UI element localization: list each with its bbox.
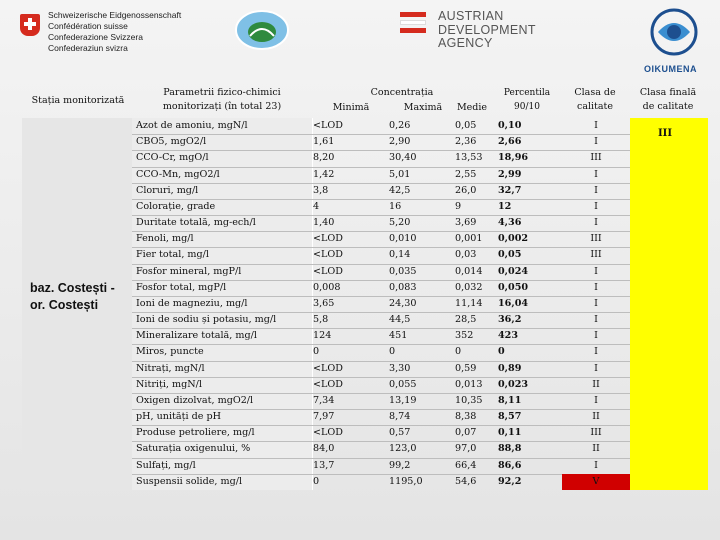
swiss-logo-line: Confederaziun svizra — [48, 43, 128, 53]
cell-max: 0,035 — [389, 265, 417, 277]
cell-max: 16 — [389, 200, 402, 212]
cell-mean: 11,14 — [455, 297, 483, 309]
cell-class: III — [590, 233, 602, 245]
cell-class: I — [594, 136, 598, 148]
row-divider — [132, 361, 630, 362]
cell-min: 3,65 — [313, 297, 335, 309]
cell-p: 8,11 — [498, 394, 522, 406]
cell-max: 1195,0 — [389, 475, 423, 487]
austria-flag-icon — [400, 12, 426, 36]
cell-max: 5,01 — [389, 168, 411, 180]
cell-param: Ioni de magneziu, mg/l — [136, 297, 248, 309]
cell-p: 0,11 — [498, 427, 522, 439]
header-percentile: Percentila 90/10 — [503, 88, 551, 112]
cell-class: I — [594, 394, 598, 406]
row-divider — [132, 377, 630, 378]
cell-min: 4 — [313, 200, 320, 212]
header-max: Maximă — [403, 102, 443, 113]
cell-mean: 26,0 — [455, 184, 477, 196]
globe-icon — [640, 2, 710, 64]
cell-class: II — [592, 378, 600, 390]
swiss-flag-icon — [20, 14, 40, 36]
cell-max: 0,26 — [389, 120, 411, 131]
cell-max: 0,083 — [389, 281, 417, 293]
cell-p: 0,023 — [498, 378, 529, 390]
cell-p: 8,57 — [498, 411, 522, 423]
cell-p: 86,6 — [498, 459, 522, 471]
cell-class: II — [592, 443, 600, 455]
cell-param: Fier total, mg/l — [136, 249, 209, 261]
cell-max: 3,30 — [389, 362, 411, 374]
cell-min: 84,0 — [313, 443, 335, 455]
cell-param: Ioni de sodiu și potasiu, mg/l — [136, 314, 277, 326]
cell-p: 18,96 — [498, 152, 529, 164]
header-concentration: Concentrația — [370, 87, 434, 98]
cell-mean: 0,07 — [455, 427, 477, 439]
cell-class: I — [594, 459, 598, 471]
cell-param: Suspensii solide, mg/l — [136, 475, 243, 487]
cell-param: Cloruri, mg/l — [136, 184, 199, 196]
cell-class: I — [594, 184, 598, 196]
oikumena-logo — [640, 2, 710, 76]
cell-mean: 8,38 — [455, 411, 477, 423]
row-divider — [132, 344, 630, 345]
cell-max: 2,90 — [389, 136, 411, 148]
cell-param: CCO-Mn, mgO2/l — [136, 168, 220, 180]
cell-param: Sulfați, mg/l — [136, 459, 196, 471]
cell-min: 124 — [313, 330, 332, 342]
cell-mean: 0,001 — [455, 233, 483, 245]
cell-class: I — [594, 330, 598, 342]
cell-min: <LOD — [313, 265, 343, 277]
cell-class: III — [590, 152, 602, 164]
cell-class: I — [594, 120, 598, 131]
cell-class: I — [594, 314, 598, 326]
cell-min: 0,008 — [313, 281, 341, 293]
cell-max: 123,0 — [389, 443, 417, 455]
cell-min: <LOD — [313, 120, 343, 131]
swiss-confederation-logo — [20, 8, 190, 56]
cell-max: 42,5 — [389, 184, 411, 196]
cell-max: 99,2 — [389, 459, 411, 471]
cell-param: Duritate totală, mg-ech/l — [136, 217, 256, 229]
cell-param: Mineralizare totală, mg/l — [136, 330, 257, 342]
cell-max: 8,74 — [389, 411, 411, 423]
cell-class: I — [594, 362, 598, 374]
eco-contact-logo — [232, 8, 292, 52]
row-divider — [132, 231, 630, 232]
cell-mean: 0,013 — [455, 378, 483, 390]
cell-max: 0,57 — [389, 427, 411, 439]
cell-param: CCO-Cr, mgO/l — [136, 152, 209, 164]
cell-p: 12 — [498, 200, 512, 212]
header-parameters: Parametrii fizico-chimici monitorizați (în total 23) — [162, 87, 282, 112]
ada-logo-line: DEVELOPMENT — [438, 22, 536, 37]
cell-max: 0,14 — [389, 249, 411, 261]
header-quality-class: Clasa de calitate — [574, 87, 616, 112]
cell-max: 30,40 — [389, 152, 417, 164]
cell-mean: 0 — [455, 346, 462, 358]
cell-p: 0,05 — [498, 249, 522, 261]
cell-min: 1,61 — [313, 136, 335, 148]
austrian-development-agency-logo — [400, 9, 536, 60]
header-mean: Medie — [456, 102, 488, 113]
cell-min: 8,20 — [313, 152, 335, 164]
cell-class: I — [594, 200, 598, 212]
cell-mean: 0,032 — [455, 281, 483, 293]
cell-p: 88,8 — [498, 443, 522, 455]
cell-min: <LOD — [313, 249, 343, 261]
cell-p: 0,10 — [498, 120, 522, 131]
cell-class: III — [590, 427, 602, 439]
cell-param: pH, unități de pH — [136, 411, 221, 423]
header-min: Minimă — [332, 102, 370, 113]
cell-class: I — [594, 265, 598, 277]
cell-class: I — [594, 346, 598, 358]
cell-min: 3,8 — [313, 184, 329, 196]
cell-p: 32,7 — [498, 184, 522, 196]
cell-param: Oxigen dizolvat, mgO2/l — [136, 394, 254, 406]
cell-mean: 0,05 — [455, 120, 477, 131]
cell-min: <LOD — [313, 427, 343, 439]
cell-mean: 9 — [455, 200, 462, 212]
cell-min: 1,42 — [313, 168, 335, 180]
cell-mean: 97,0 — [455, 443, 477, 455]
cell-min: 0 — [313, 475, 320, 487]
cell-param: Nitriți, mgN/l — [136, 378, 202, 390]
cell-param: Miros, puncte — [136, 346, 204, 358]
final-class-cell — [630, 118, 708, 490]
cell-mean: 2,55 — [455, 168, 477, 180]
cell-mean: 66,4 — [455, 459, 477, 471]
cell-min: 13,7 — [313, 459, 335, 471]
cell-min: 7,97 — [313, 411, 335, 423]
cell-max: 0,010 — [389, 233, 417, 245]
cell-class: I — [594, 168, 598, 180]
cell-min: <LOD — [313, 362, 343, 374]
ada-logo-text — [438, 10, 536, 51]
cell-param: CBO5, mgO2/l — [136, 136, 207, 148]
cell-mean: 54,6 — [455, 475, 477, 487]
ada-logo-line: AUSTRIAN — [438, 9, 504, 23]
cell-mean: 0,59 — [455, 362, 477, 374]
cell-p: 423 — [498, 330, 519, 342]
cell-param: Azot de amoniu, mgN/l — [136, 120, 248, 131]
cell-p: 0,024 — [498, 265, 529, 277]
cell-p: 4,36 — [498, 217, 522, 229]
cell-param: Fosfor total, mgP/l — [136, 281, 227, 293]
swiss-logo-line: Schweizerische Eidgenossenschaft — [48, 10, 182, 20]
row-divider — [132, 134, 630, 135]
cell-max: 13,19 — [389, 394, 417, 406]
station-name: baz. Costești - or. Costești — [30, 281, 115, 312]
swiss-logo-line: Confederazione Svizzera — [48, 32, 143, 42]
cell-mean: 0,03 — [455, 249, 477, 261]
cell-p: 0,050 — [498, 281, 529, 293]
cell-mean: 28,5 — [455, 314, 477, 326]
cell-param: Nitrați, mgN/l — [136, 362, 205, 374]
cell-mean: 2,36 — [455, 136, 477, 148]
final-class-value: III — [658, 128, 673, 139]
cell-max: 44,5 — [389, 314, 411, 326]
cell-min: <LOD — [313, 233, 343, 245]
row-divider — [132, 183, 630, 184]
cell-class: II — [592, 411, 600, 423]
cell-param: Fenoli, mg/l — [136, 233, 194, 245]
cell-max: 451 — [389, 330, 408, 342]
cell-mean: 352 — [455, 330, 474, 342]
cell-param: Saturația oxigenului, % — [136, 443, 251, 455]
cell-min: 7,34 — [313, 394, 335, 406]
row-divider — [132, 458, 630, 459]
cell-mean: 0,014 — [455, 265, 483, 277]
cell-min: 1,40 — [313, 217, 335, 229]
cell-mean: 3,69 — [455, 217, 477, 229]
cell-class: I — [594, 217, 598, 229]
cell-max: 0,055 — [389, 378, 417, 390]
swiss-logo-line: Confédération suisse — [48, 21, 128, 31]
cell-param: Fosfor mineral, mgP/l — [136, 265, 242, 277]
cell-class: V — [592, 475, 600, 487]
cell-p: 16,04 — [498, 297, 529, 309]
cell-p: 92,2 — [498, 475, 522, 487]
cell-p: 0,89 — [498, 362, 522, 374]
cell-mean: 10,35 — [455, 394, 483, 406]
swiss-logo-text — [48, 10, 181, 54]
cell-class: I — [594, 297, 598, 309]
cell-min: 0 — [313, 346, 320, 358]
oikumena-wordmark: OIKUMENA — [644, 64, 697, 74]
cell-param: Colorație, grade — [136, 200, 216, 212]
cell-class: III — [590, 249, 602, 261]
cell-p: 0 — [498, 346, 505, 358]
cell-param: Produse petroliere, mg/l — [136, 427, 255, 439]
quality-table — [22, 80, 708, 492]
cell-min: 5,8 — [313, 314, 329, 326]
cell-p: 2,99 — [498, 168, 522, 180]
cell-max: 0 — [389, 346, 396, 358]
cell-p: 2,66 — [498, 136, 522, 148]
cell-class: I — [594, 281, 598, 293]
cell-p: 36,2 — [498, 314, 522, 326]
cell-mean: 13,53 — [455, 152, 483, 164]
cell-max: 24,30 — [389, 297, 417, 309]
header-station: Stația monitorizată — [31, 95, 125, 106]
cell-max: 5,20 — [389, 217, 411, 229]
ada-logo-line: AGENCY — [438, 36, 493, 50]
cell-min: <LOD — [313, 378, 343, 390]
header-final-class: Clasa finală de calitate — [639, 87, 697, 112]
cell-p: 0,002 — [498, 233, 529, 245]
